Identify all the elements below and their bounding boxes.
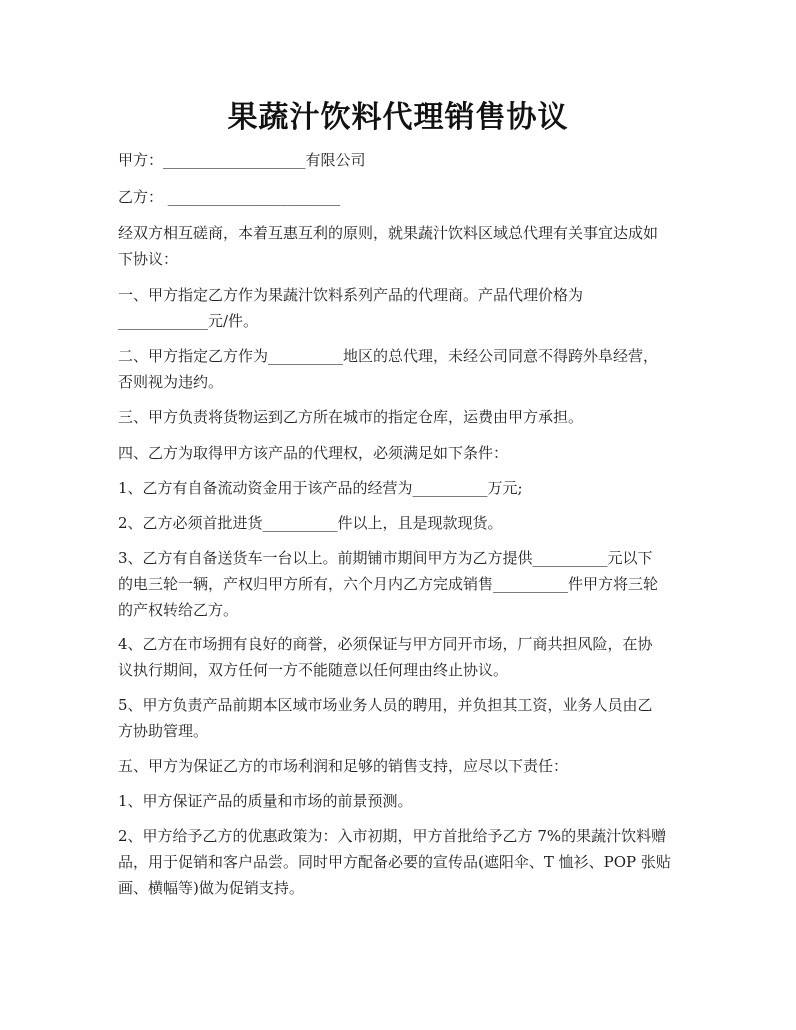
clause-5: 五、甲方为保证乙方的市场利润和足够的销售支持，应尽以下责任：: [118, 757, 569, 775]
clause-4: 四、乙方为取得甲方该产品的代理权，必须满足如下条件：: [118, 444, 509, 462]
party-b-line: 乙方： _______________________: [118, 188, 341, 206]
party-a-line: 甲方：___________________有限公司: [118, 151, 366, 169]
condition-3-line-1: 3、乙方有自备送货车一台以上。前期铺市期间甲方为乙方提供__________元以下: [118, 549, 653, 567]
condition-2: 2、乙方必须首批进货__________件以上，且是现款现货。: [118, 514, 503, 532]
condition-5-line-1: 5、甲方负责产品前期本区域市场业务人员的聘用，并负担其工资，业务人员由乙: [118, 696, 653, 714]
duty-2-line-1: 2、甲方给予乙方的优惠政策为：入市初期，甲方首批给予乙方 7%的果蔬汁饮料赠: [118, 827, 667, 845]
condition-1: 1、乙方有自备流动资金用于该产品的经营为__________万元;: [118, 479, 523, 497]
clause-3: 三、甲方负责将货物运到乙方所在城市的指定仓库，运费由甲方承担。: [118, 408, 584, 426]
duty-1: 1、甲方保证产品的质量和市场的前景预测。: [118, 792, 413, 810]
condition-4-line-2: 议执行期间，双方任何一方不能随意以任何理由终止协议。: [118, 661, 509, 679]
intro-line-2: 下协议：: [118, 250, 179, 268]
clause-1-line-1: 一、甲方指定乙方作为果蔬汁饮料系列产品的代理商。产品代理价格为: [118, 286, 584, 304]
duty-2-line-3: 画、横幅等)做为促销支持。: [118, 879, 304, 897]
duty-2-line-2: 品，用于促销和客户品尝。同时甲方配备必要的宣传品(遮阳伞、T 恤衫、POP 张贴: [118, 853, 671, 871]
condition-4-line-1: 4、乙方在市场拥有良好的商誉，必须保证与甲方同开市场，厂商共担风险，在协: [118, 635, 653, 653]
condition-5-line-2: 方协助管理。: [118, 722, 209, 740]
condition-3-line-3: 的产权转给乙方。: [118, 601, 239, 619]
document-title: 果蔬汁饮料代理销售协议: [227, 100, 569, 135]
clause-1-line-2: ____________元/件。: [118, 312, 259, 330]
clause-2-line-1: 二、甲方指定乙方作为__________地区的总代理，未经公司同意不得跨外阜经营，: [118, 347, 659, 365]
clause-2-line-2: 否则视为违约。: [118, 373, 224, 391]
condition-3-line-2: 的电三轮一辆，产权归甲方所有，六个月内乙方完成销售__________件甲方将三轮: [118, 575, 659, 593]
intro-line-1: 经双方相互磋商，本着互惠互利的原则，就果蔬汁饮料区域总代理有关事宜达成如: [118, 224, 659, 242]
